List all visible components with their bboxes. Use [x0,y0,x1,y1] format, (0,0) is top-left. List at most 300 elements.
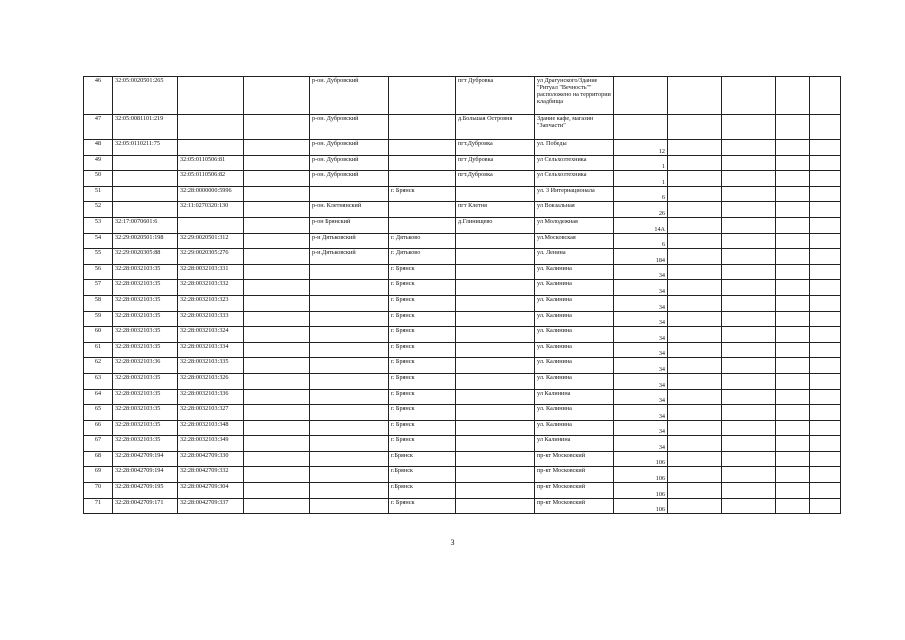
cell-empty-col [722,280,776,296]
cell-empty-col [722,311,776,327]
cell-house-number: 34 [614,389,668,405]
cell-empty-col [810,389,841,405]
table-row [84,264,841,280]
cell-empty-col [668,358,722,374]
cell-city [389,115,456,140]
cell-cadastral-number-building: 32:28:0032103:35 [113,327,178,343]
cell-district: р-он Брянский [310,217,389,233]
cell-empty-col [722,373,776,389]
cell-empty-col [810,467,841,483]
cell-empty-col [776,483,810,499]
cell-empty-col [776,140,810,156]
cell-empty-col [244,358,310,374]
cell-house-number [614,77,668,115]
cell-cadastral-number-premises: 32:28:0032103:326 [178,373,244,389]
cell-row-number: 64 [84,389,113,405]
table-row [84,217,841,233]
cell-empty-col [776,77,810,115]
cell-cadastral-number-premises: 32:29:0020305:276 [178,249,244,265]
cell-empty-col [668,171,722,187]
cell-settlement [456,280,535,296]
cell-settlement: пгт.Дубровка [456,140,535,156]
cell-city: г. Брянск [389,327,456,343]
cell-row-number: 49 [84,155,113,171]
cell-empty-col [810,77,841,115]
table-row [84,155,841,171]
cell-empty-col [810,202,841,218]
cell-settlement: пгт Дубровка [456,77,535,115]
cell-empty-col [776,451,810,467]
cell-city [389,217,456,233]
cell-street: ул. Калинина [535,311,614,327]
cell-empty-col [776,498,810,514]
cell-empty-col [776,171,810,187]
cell-house-number: 1 [614,171,668,187]
cell-row-number: 50 [84,171,113,187]
cell-empty-col [776,358,810,374]
cell-district [310,342,389,358]
cell-street: пр-кт Московский [535,483,614,499]
cell-street: ул. Калинина [535,373,614,389]
cell-cadastral-number-building: 32:28:0042709:194 [113,467,178,483]
cell-empty-col [722,358,776,374]
cell-cadastral-number-building: 32:28:0032103:35 [113,405,178,421]
cell-cadastral-number-premises: 32:05:0110506:81 [178,155,244,171]
cell-cadastral-number-building: 32:28:0032103:35 [113,373,178,389]
cell-empty-col [668,342,722,358]
cell-district [310,420,389,436]
cell-cadastral-number-building: 32:28:0032103:35 [113,342,178,358]
cell-empty-col [810,186,841,202]
cell-empty-col [668,451,722,467]
cell-house-number: 106 [614,451,668,467]
cell-house-number: 106 [614,483,668,499]
cell-street: ул. Калинина [535,327,614,343]
cell-city: г. Дятьково [389,233,456,249]
cell-street: ул Калинина [535,389,614,405]
cell-district [310,295,389,311]
cell-house-number: 34 [614,295,668,311]
cell-settlement: д.Большая Островня [456,115,535,140]
cell-city: г. Брянск [389,186,456,202]
cell-empty-col [244,217,310,233]
cell-cadastral-number-premises: 32:28:0032103:335 [178,358,244,374]
cell-empty-col [244,405,310,421]
cell-cadastral-number-premises: 32:05:0110506:82 [178,171,244,187]
cell-empty-col [244,233,310,249]
cell-settlement [456,436,535,452]
cell-empty-col [810,483,841,499]
cell-empty-col [722,233,776,249]
cell-settlement: пгт.Дубровка [456,171,535,187]
cell-empty-col [668,186,722,202]
cell-house-number: 34 [614,280,668,296]
cell-house-number: 184 [614,249,668,265]
cell-empty-col [244,389,310,405]
cell-cadastral-number-building [113,202,178,218]
cell-district: р-он. Дубровский [310,171,389,187]
table-row [84,327,841,343]
cell-house-number [614,115,668,140]
cell-cadastral-number-building: 32:05:0081101:219 [113,115,178,140]
cell-house-number: 106 [614,467,668,483]
cell-empty-col [776,202,810,218]
cell-settlement [456,358,535,374]
cell-street: ул. Калинина [535,342,614,358]
cell-empty-col [668,264,722,280]
cell-city: г. Дятьково [389,249,456,265]
cell-cadastral-number-premises: 32:28:0032103:348 [178,420,244,436]
cell-cadastral-number-building: 32:28:0042709:195 [113,483,178,499]
cell-empty-col [722,451,776,467]
cell-settlement [456,186,535,202]
cell-empty-col [244,373,310,389]
cell-empty-col [810,498,841,514]
cell-empty-col [668,155,722,171]
cell-row-number: 53 [84,217,113,233]
table-row [84,249,841,265]
cell-cadastral-number-premises: 32:29:0020501:312 [178,233,244,249]
table-body [84,77,841,514]
cell-settlement [456,233,535,249]
cell-cadastral-number-building: 32:28:0032103:35 [113,420,178,436]
table-row [84,358,841,374]
cell-district [310,311,389,327]
cell-cadastral-number-building [113,186,178,202]
cell-row-number: 56 [84,264,113,280]
cell-city: г. Брянск [389,264,456,280]
cell-city [389,140,456,156]
cell-empty-col [668,77,722,115]
cell-cadastral-number-premises: 32:28:0032103:333 [178,311,244,327]
cell-city: г. Брянск [389,311,456,327]
cell-empty-col [810,155,841,171]
cell-empty-col [776,389,810,405]
cell-house-number: 34 [614,405,668,421]
table-row [84,483,841,499]
cell-street: ул Сельхозтехника [535,155,614,171]
cell-cadastral-number-building [113,171,178,187]
cell-district: р-он. Дубровский [310,77,389,115]
cell-empty-col [244,467,310,483]
page-number: 3 [450,538,455,547]
cell-empty-col [668,295,722,311]
cell-row-number: 51 [84,186,113,202]
cell-cadastral-number-premises [178,115,244,140]
cell-cadastral-number-premises: 32:11:0270320:130 [178,202,244,218]
cell-empty-col [810,264,841,280]
cell-cadastral-number-premises: 32:28:0042709:304 [178,483,244,499]
cell-street: ул. Калинина [535,405,614,421]
cell-empty-col [668,436,722,452]
cell-cadastral-number-building [113,155,178,171]
cell-row-number: 61 [84,342,113,358]
cell-empty-col [722,467,776,483]
cell-city [389,77,456,115]
cell-cadastral-number-building: 32:28:0042709:194 [113,451,178,467]
cell-district [310,373,389,389]
cell-cadastral-number-premises: 32:28:0032103:332 [178,280,244,296]
cell-empty-col [776,186,810,202]
cell-empty-col [722,405,776,421]
cell-district [310,358,389,374]
cell-empty-col [776,373,810,389]
cell-empty-col [776,436,810,452]
cell-empty-col [722,342,776,358]
cell-empty-col [668,249,722,265]
cell-house-number: 34 [614,358,668,374]
cell-street: ул. 3 Интернационала [535,186,614,202]
table-row [84,389,841,405]
cell-cadastral-number-building: 32:29:0020501:198 [113,233,178,249]
cell-empty-col [244,186,310,202]
cell-street: пр-кт Московский [535,498,614,514]
cell-empty-col [668,420,722,436]
cell-empty-col [668,233,722,249]
cell-row-number: 46 [84,77,113,115]
cell-empty-col [810,420,841,436]
cell-city: г. Брянск [389,295,456,311]
table-row [84,280,841,296]
cell-row-number: 68 [84,451,113,467]
cell-cadastral-number-building: 32:28:0032103:35 [113,311,178,327]
cell-empty-col [722,249,776,265]
cell-district: р-он. Дубровский [310,140,389,156]
cell-district [310,280,389,296]
objects-table [83,76,841,514]
cell-street: ул.Московская [535,233,614,249]
cell-district [310,405,389,421]
table-row [84,420,841,436]
cell-street: ул. Калинина [535,280,614,296]
cell-district: р-он. Клетнянский [310,202,389,218]
cell-street: пр-кт Московский [535,451,614,467]
cell-empty-col [244,327,310,343]
cell-empty-col [668,202,722,218]
cell-row-number: 52 [84,202,113,218]
cell-street: Здание кафе, магазин "Запчасти" [535,115,614,140]
cell-empty-col [810,405,841,421]
cell-empty-col [810,358,841,374]
cell-city: г. Брянск [389,389,456,405]
table-row [84,451,841,467]
cell-cadastral-number-premises: 32:28:0032103:324 [178,327,244,343]
cell-city: г.Брянск [389,451,456,467]
table-row [84,115,841,140]
cell-empty-col [810,295,841,311]
cell-cadastral-number-building: 32:28:0032103:35 [113,280,178,296]
cell-street: ул. Калинина [535,295,614,311]
cell-empty-col [810,140,841,156]
cell-empty-col [722,77,776,115]
document-sheet [83,76,841,514]
cell-city: г. Брянск [389,420,456,436]
cell-row-number: 65 [84,405,113,421]
cell-empty-col [776,264,810,280]
cell-empty-col [776,115,810,140]
cell-empty-col [722,202,776,218]
cell-house-number: 34 [614,373,668,389]
cell-empty-col [668,483,722,499]
cell-empty-col [776,420,810,436]
cell-empty-col [810,115,841,140]
cell-cadastral-number-premises: 32:28:0032103:327 [178,405,244,421]
cell-row-number: 47 [84,115,113,140]
cell-cadastral-number-building: 32:28:0032103:36 [113,358,178,374]
cell-empty-col [668,498,722,514]
cell-city [389,155,456,171]
cell-house-number: 34 [614,327,668,343]
cell-city: г.Брянск [389,483,456,499]
cell-row-number: 62 [84,358,113,374]
cell-empty-col [776,280,810,296]
cell-cadastral-number-premises: 32:28:0032103:331 [178,264,244,280]
cell-empty-col [668,140,722,156]
cell-cadastral-number-premises: 32:28:0032103:349 [178,436,244,452]
cell-house-number: 14А [614,217,668,233]
cell-row-number: 54 [84,233,113,249]
cell-district [310,389,389,405]
cell-city [389,171,456,187]
cell-cadastral-number-premises [178,140,244,156]
table-row [84,77,841,115]
cell-street: ул. Ленина [535,249,614,265]
cell-row-number: 48 [84,140,113,156]
cell-district: р-н.Дятьковский [310,249,389,265]
cell-settlement [456,467,535,483]
cell-empty-col [244,295,310,311]
cell-settlement [456,264,535,280]
table-row [84,405,841,421]
cell-house-number: 34 [614,311,668,327]
table-row [84,295,841,311]
cell-city: г. Брянск [389,358,456,374]
cell-house-number: 6 [614,186,668,202]
cell-cadastral-number-building: 32:28:0032103:35 [113,436,178,452]
cell-settlement [456,483,535,499]
cell-row-number: 55 [84,249,113,265]
cell-empty-col [722,186,776,202]
cell-cadastral-number-premises: 32:28:0042709:337 [178,498,244,514]
cell-empty-col [244,451,310,467]
cell-empty-col [776,467,810,483]
cell-empty-col [668,405,722,421]
table-row [84,233,841,249]
cell-empty-col [722,295,776,311]
cell-cadastral-number-premises: 32:28:0000000:5996 [178,186,244,202]
cell-street: пр-кт Московский [535,467,614,483]
cell-settlement [456,373,535,389]
cell-empty-col [776,327,810,343]
cell-district [310,451,389,467]
cell-empty-col [244,77,310,115]
cell-cadastral-number-building: 32:28:0032103:35 [113,264,178,280]
cell-house-number: 34 [614,420,668,436]
cell-empty-col [722,217,776,233]
cell-row-number: 57 [84,280,113,296]
cell-cadastral-number-building: 32:17:0070601:6 [113,217,178,233]
cell-empty-col [776,217,810,233]
cell-street: ул Молодежная [535,217,614,233]
cell-empty-col [810,233,841,249]
cell-empty-col [244,436,310,452]
cell-cadastral-number-building: 32:05:0110211:75 [113,140,178,156]
cell-row-number: 58 [84,295,113,311]
cell-house-number: 34 [614,436,668,452]
cell-empty-col [722,389,776,405]
cell-empty-col [810,342,841,358]
cell-empty-col [668,327,722,343]
cell-district [310,498,389,514]
cell-district [310,436,389,452]
cell-empty-col [776,311,810,327]
cell-cadastral-number-premises: 32:28:0032103:336 [178,389,244,405]
cell-city: г. Брянск [389,280,456,296]
cell-empty-col [244,140,310,156]
cell-empty-col [244,498,310,514]
cell-settlement [456,451,535,467]
cell-row-number: 71 [84,498,113,514]
cell-empty-col [668,217,722,233]
cell-street: ул Сельхозтехника [535,171,614,187]
cell-empty-col [668,311,722,327]
cell-city: г. Брянск [389,436,456,452]
table-row [84,373,841,389]
cell-empty-col [244,202,310,218]
cell-street: ул. Калинина [535,358,614,374]
cell-empty-col [810,249,841,265]
cell-empty-col [244,483,310,499]
cell-district: р-н Дятьковский [310,233,389,249]
cell-empty-col [244,115,310,140]
cell-house-number: 106 [614,498,668,514]
cell-street: ул. Калинина [535,420,614,436]
cell-settlement [456,389,535,405]
cell-empty-col [810,327,841,343]
cell-cadastral-number-premises: 32:28:0032103:334 [178,342,244,358]
cell-empty-col [668,280,722,296]
cell-empty-col [722,155,776,171]
cell-empty-col [722,483,776,499]
cell-row-number: 67 [84,436,113,452]
cell-empty-col [668,467,722,483]
cell-city: г. Брянск [389,498,456,514]
cell-empty-col [776,249,810,265]
cell-empty-col [776,233,810,249]
cell-row-number: 63 [84,373,113,389]
cell-empty-col [244,171,310,187]
cell-settlement [456,311,535,327]
cell-settlement [456,420,535,436]
cell-empty-col [668,389,722,405]
table-row [84,202,841,218]
cell-row-number: 66 [84,420,113,436]
cell-settlement [456,342,535,358]
cell-settlement: пгт Дубровка [456,155,535,171]
cell-empty-col [722,420,776,436]
cell-house-number: 1 [614,155,668,171]
cell-cadastral-number-premises: 32:28:0032103:323 [178,295,244,311]
table-row [84,342,841,358]
cell-street: ул Калинина [535,436,614,452]
cell-empty-col [810,436,841,452]
cell-cadastral-number-premises [178,217,244,233]
cell-empty-col [776,295,810,311]
cell-empty-col [810,280,841,296]
cell-settlement: д.Глинищево [456,217,535,233]
cell-empty-col [668,115,722,140]
cell-cadastral-number-premises: 32:28:0042709:332 [178,467,244,483]
